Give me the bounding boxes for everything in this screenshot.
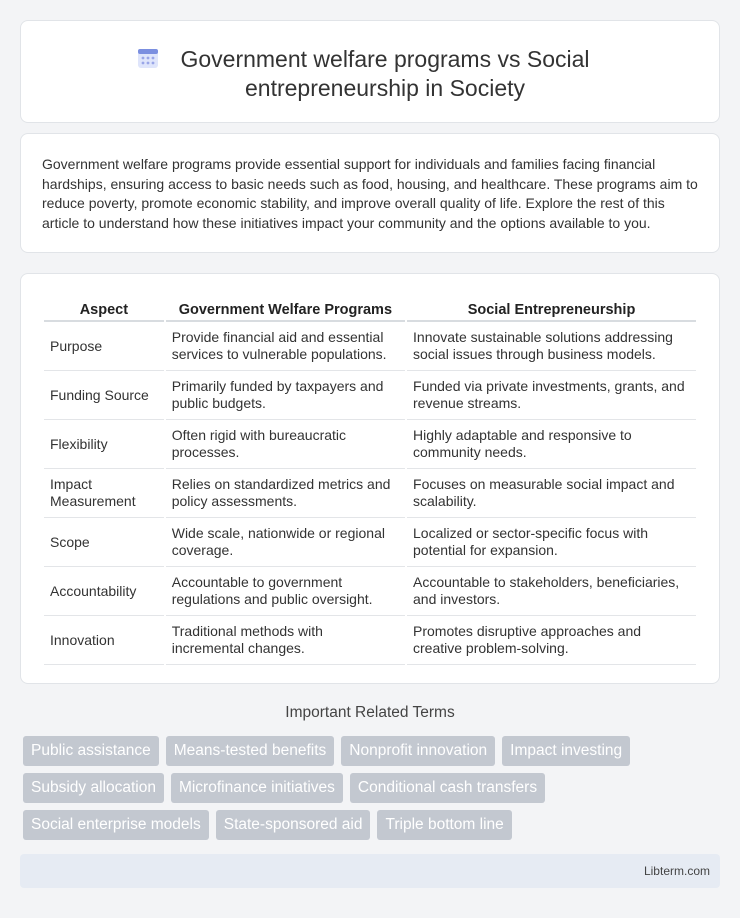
- row-social: Innovate sustainable solutions addressing social issues through business models.: [407, 322, 696, 371]
- row-government: Wide scale, nationwide or regional coverage.: [166, 518, 405, 567]
- row-government: Traditional methods with incremental changes.: [166, 616, 405, 665]
- row-social: Promotes disruptive approaches and creative problem-solving.: [407, 616, 696, 665]
- header-social: Social Entrepreneurship: [407, 296, 696, 322]
- row-government: Accountable to government regulations and public oversight.: [166, 567, 405, 616]
- row-government: Primarily funded by taxpayers and public budgets.: [166, 371, 405, 420]
- table-row: [44, 371, 696, 420]
- table-row: [44, 518, 696, 567]
- tag-triple-bottom-line[interactable]: Triple bottom line: [377, 810, 511, 840]
- table-row: [44, 567, 696, 616]
- row-aspect: Purpose: [44, 322, 164, 371]
- row-aspect: Impact Measurement: [44, 469, 164, 518]
- related-terms-heading: Important Related Terms: [285, 704, 455, 721]
- page-title: Government welfare programs vs Social entrepreneurship in Society: [180, 46, 590, 101]
- row-social: Focuses on measurable social impact and scalability.: [407, 469, 696, 518]
- header-aspect: Aspect: [44, 296, 164, 322]
- footer: [20, 854, 720, 888]
- table-header-row: [44, 296, 696, 322]
- tag-state-sponsored-aid[interactable]: State-sponsored aid: [216, 810, 371, 840]
- tag-conditional-cash-transfers[interactable]: Conditional cash transfers: [350, 773, 545, 803]
- related-terms-list: [23, 736, 723, 847]
- intro-card: [20, 133, 720, 253]
- table-row: [44, 322, 696, 371]
- tag-social-enterprise-models[interactable]: Social enterprise models: [23, 810, 209, 840]
- tag-means-tested-benefits[interactable]: Means-tested benefits: [166, 736, 335, 766]
- row-aspect: Innovation: [44, 616, 164, 665]
- footer-site-link[interactable]: Libterm.com: [643, 864, 710, 878]
- intro-paragraph: Government welfare programs provide essential support for individuals and families facing financial hardships, ensuring access to basic needs such as food, housing, and healthcare. These programs aim to reduce poverty, promote economic stability, and improve overall quality of life. Explore the rest of this article to understand how these initiatives impact your community and the options available to you.: [42, 156, 698, 231]
- row-social: Highly adaptable and responsive to community needs.: [407, 420, 696, 469]
- table-row: [44, 469, 696, 518]
- row-aspect: Scope: [44, 518, 164, 567]
- row-aspect: Flexibility: [44, 420, 164, 469]
- tag-public-assistance[interactable]: Public assistance: [23, 736, 159, 766]
- row-social: Accountable to stakeholders, beneficiaries, and investors.: [407, 567, 696, 616]
- comparison-table: [42, 296, 698, 665]
- table-row: [44, 420, 696, 469]
- row-social: Localized or sector-specific focus with potential for expansion.: [407, 518, 696, 567]
- header-government: Government Welfare Programs: [166, 296, 405, 322]
- table-row: [44, 616, 696, 665]
- row-government: Often rigid with bureaucratic processes.: [166, 420, 405, 469]
- tag-microfinance-initiatives[interactable]: Microfinance initiatives: [171, 773, 343, 803]
- row-social: Funded via private investments, grants, and revenue streams.: [407, 371, 696, 420]
- row-aspect: Funding Source: [44, 371, 164, 420]
- title-card: [20, 20, 720, 123]
- row-government: Relies on standardized metrics and policy assessments.: [166, 469, 405, 518]
- tag-subsidy-allocation[interactable]: Subsidy allocation: [23, 773, 164, 803]
- row-aspect: Accountability: [44, 567, 164, 616]
- tag-impact-investing[interactable]: Impact investing: [502, 736, 630, 766]
- tag-nonprofit-innovation[interactable]: Nonprofit innovation: [341, 736, 495, 766]
- comparison-card: [20, 273, 720, 684]
- row-government: Provide financial aid and essential services to vulnerable populations.: [166, 322, 405, 371]
